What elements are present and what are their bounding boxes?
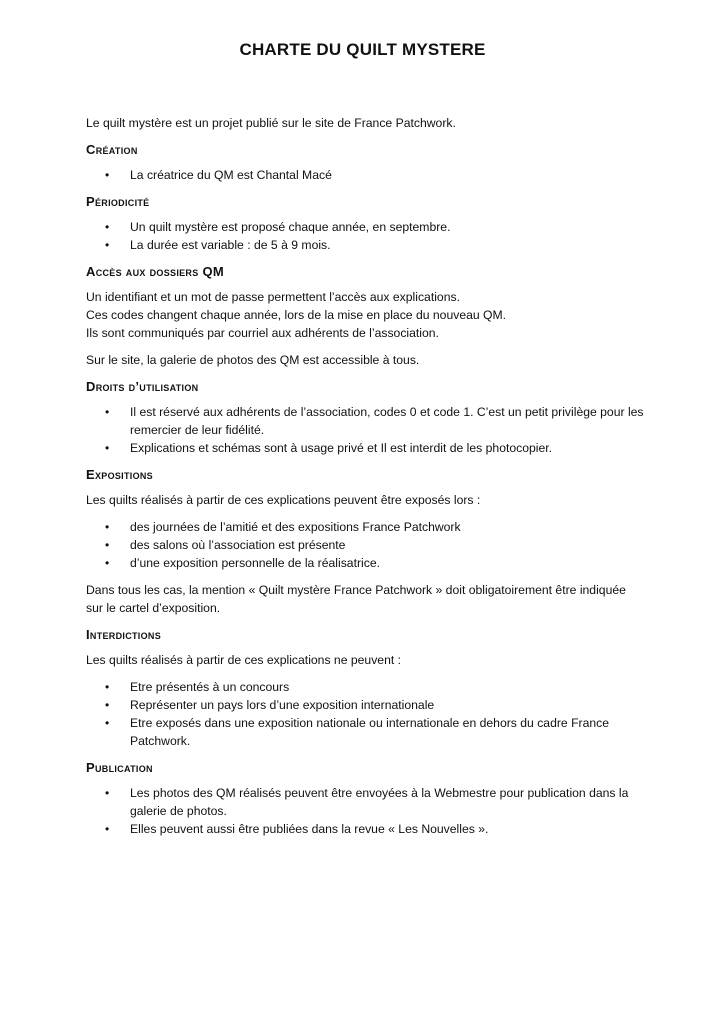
bullet-icon: • — [105, 441, 110, 455]
list-item — [86, 166, 646, 184]
bullet-icon: • — [105, 168, 110, 182]
list-item-text: Etre présentés à un concours — [130, 680, 290, 694]
section-heading-acces: Accès aux dossiers QM — [86, 264, 224, 279]
list-item — [86, 554, 646, 572]
bullet-icon: • — [105, 238, 110, 252]
publication-list — [86, 784, 646, 838]
list-item — [86, 236, 646, 254]
section-heading-interdictions: Interdictions — [86, 627, 162, 642]
interdictions-list — [86, 678, 646, 750]
droits-list — [86, 403, 646, 457]
bullet-icon: • — [105, 716, 110, 730]
list-item — [86, 696, 646, 714]
list-item — [86, 820, 646, 838]
list-item-text: Explications et schémas sont à usage privé et Il est interdit de les photocopier. — [130, 441, 553, 455]
list-item-text: d’une exposition personnelle de la réalisatrice. — [130, 556, 380, 570]
bullet-icon: • — [105, 556, 110, 570]
bullet-icon: • — [105, 220, 110, 234]
list-item-text: des journées de l’amitié et des expositions France Patchwork — [130, 520, 461, 534]
list-item — [86, 403, 646, 439]
document-body — [86, 114, 646, 847]
list-item — [86, 518, 646, 536]
document-title: CHARTE DU QUILT MYSTERE — [239, 40, 486, 59]
acces-note: Sur le site, la galerie de photos des QM est accessible à tous. — [86, 353, 420, 367]
list-item — [86, 218, 646, 236]
list-item — [86, 784, 646, 820]
list-item-text: des salons où l’association est présente — [130, 538, 346, 552]
paragraph-line: Ces codes changent chaque année, lors de la mise en place du nouveau QM. — [86, 308, 507, 322]
section-heading-droits: Droits d’utilisation — [86, 379, 199, 394]
intro-paragraph: Le quilt mystère est un projet publié sur le site de France Patchwork. — [86, 116, 456, 130]
list-item-text: Il est réservé aux adhérents de l’association, codes 0 et code 1. C’est un petit privilège pour les remercier de leur fidélité. — [130, 405, 644, 437]
expositions-intro: Les quilts réalisés à partir de ces explications peuvent être exposés lors : — [86, 493, 481, 507]
section-heading-publication: Publication — [86, 760, 153, 775]
bullet-icon: • — [105, 680, 110, 694]
list-item-text: La créatrice du QM est Chantal Macé — [130, 168, 332, 182]
list-item — [86, 439, 646, 457]
list-item — [86, 714, 646, 750]
section-heading-expositions: Expositions — [86, 467, 153, 482]
list-item-text: Un quilt mystère est proposé chaque année, en septembre. — [130, 220, 451, 234]
acces-paragraph — [86, 288, 646, 342]
list-item-text: Elles peuvent aussi être publiées dans la revue « Les Nouvelles ». — [130, 822, 489, 836]
list-item-text: La durée est variable : de 5 à 9 mois. — [130, 238, 331, 252]
list-item — [86, 536, 646, 554]
bullet-icon: • — [105, 786, 110, 800]
list-item-text: Représenter un pays lors d’une exposition internationale — [130, 698, 435, 712]
interdictions-intro: Les quilts réalisés à partir de ces explications ne peuvent : — [86, 653, 402, 667]
section-heading-periodicite: Périodicité — [86, 194, 150, 209]
list-item-text: Etre exposés dans une exposition nationale ou internationale en dehors du cadre France Patchwork. — [130, 716, 610, 748]
bullet-icon: • — [105, 405, 110, 419]
list-item — [86, 678, 646, 696]
expositions-note: Dans tous les cas, la mention « Quilt mystère France Patchwork » doit obligatoirement être indiquée sur le cartel d’exposition. — [86, 583, 626, 615]
paragraph-line: Ils sont communiqués par courriel aux adhérents de l’association. — [86, 326, 439, 340]
bullet-icon: • — [105, 698, 110, 712]
periodicite-list — [86, 218, 646, 254]
bullet-icon: • — [105, 822, 110, 836]
section-heading-creation: Création — [86, 142, 138, 157]
bullet-icon: • — [105, 538, 110, 552]
creation-list — [86, 166, 646, 184]
expositions-list — [86, 518, 646, 572]
paragraph-line: Un identifiant et un mot de passe permettent l’accès aux explications. — [86, 290, 460, 304]
bullet-icon: • — [105, 520, 110, 534]
list-item-text: Les photos des QM réalisés peuvent être envoyées à la Webmestre pour publication dans la galerie de photos. — [130, 786, 629, 818]
